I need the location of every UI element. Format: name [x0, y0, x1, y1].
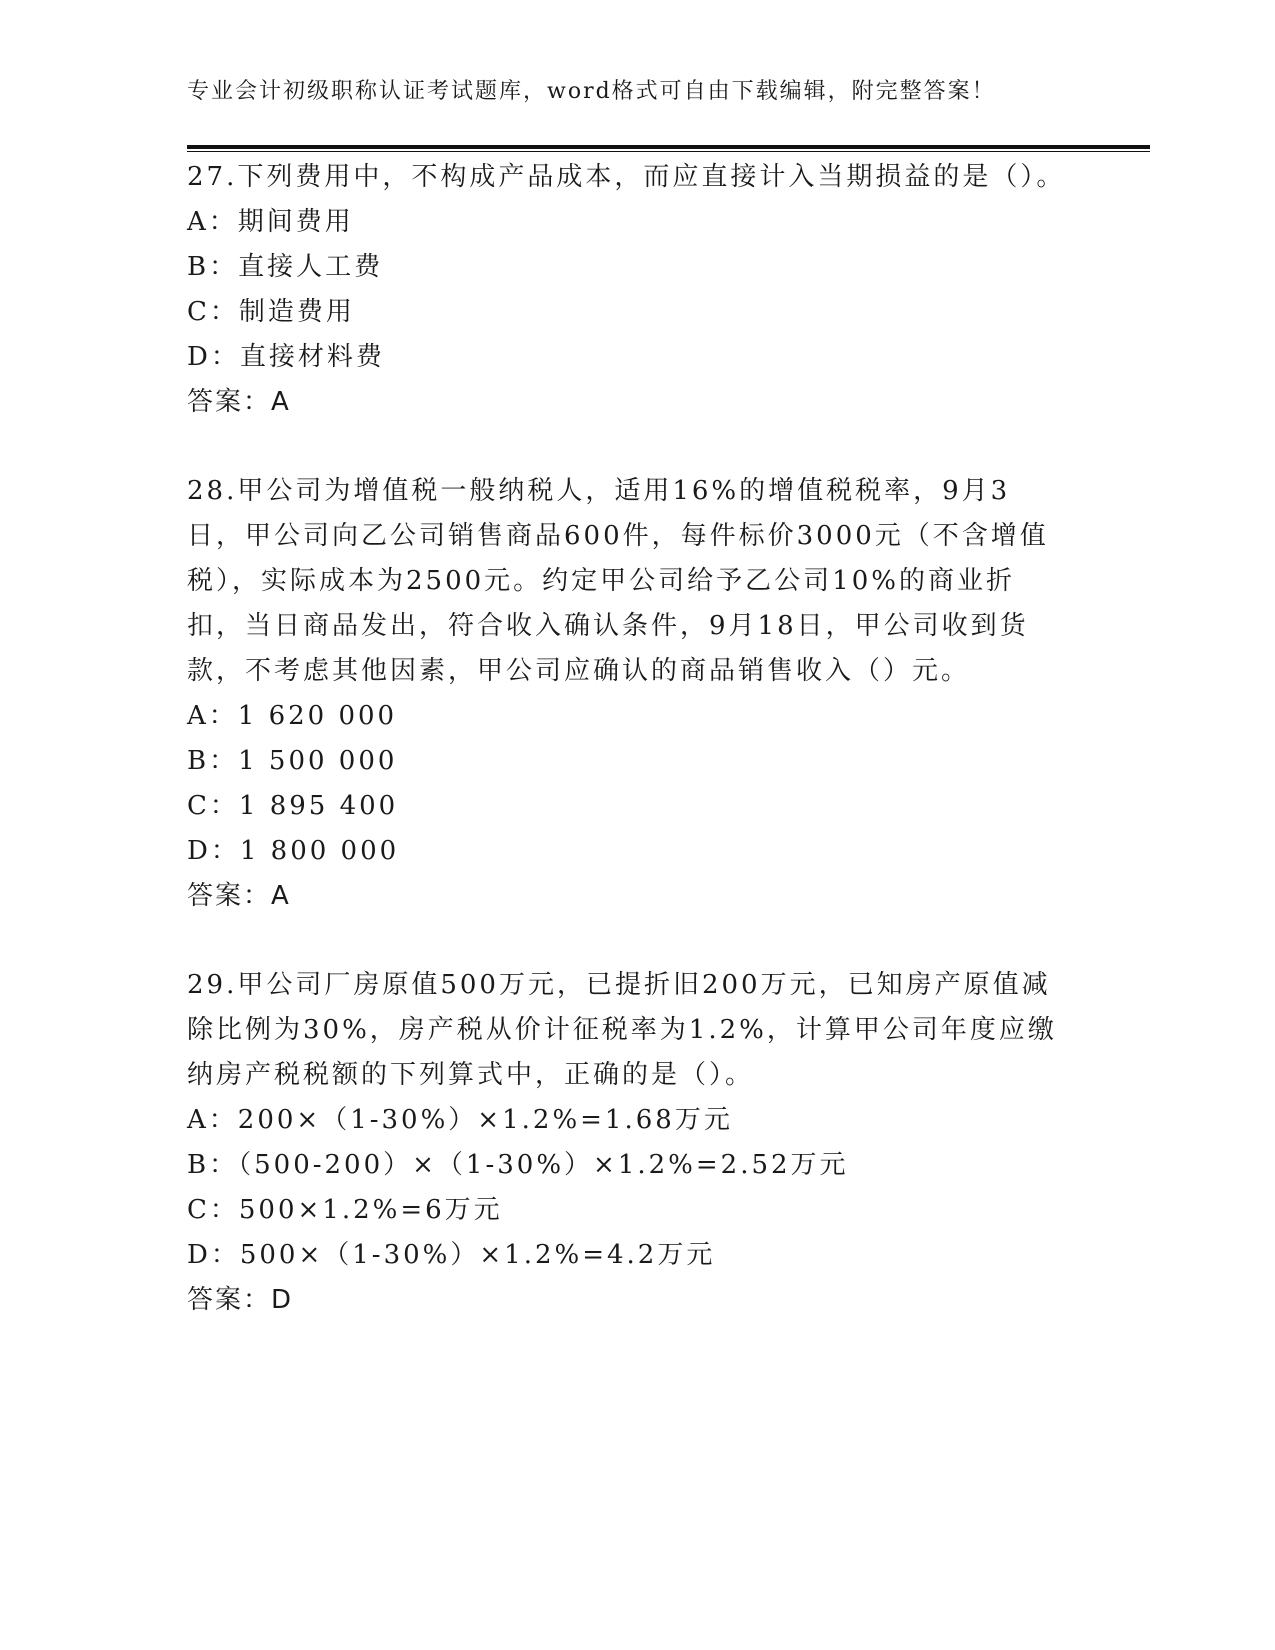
option-a: A：期间费用: [187, 207, 354, 237]
option-a: A：200×（1-30%）×1.2%=1.68万元: [187, 1105, 733, 1135]
header-rule-thick: [187, 145, 1150, 149]
answer-line: 答案：A: [187, 881, 291, 911]
option-c: C：1 895 400: [187, 791, 399, 821]
question-29: [187, 963, 1087, 1323]
option-b: B：直接人工费: [187, 252, 384, 282]
option-d: D：1 800 000: [187, 836, 400, 866]
header-rule-thin: [187, 151, 1150, 152]
answer-line: 答案：D: [187, 1285, 294, 1315]
question-list: [187, 155, 1087, 1367]
question-stem: 28.甲公司为增值税一般纳税人，适用16%的增值税税率，9月3日，甲公司向乙公司销售商品600件，每件标价3000元（不含增值税），实际成本为2500元。约定甲公司给予乙公司10%的商业折扣，当日商品发出，符合收入确认条件，9月18日，甲公司收到货款，不考虑其他因素，甲公司应确认的商品销售收入（）元。: [187, 476, 1049, 686]
question-28: [187, 469, 1087, 919]
option-b: B：（500-200）×（1-30%）×1.2%=2.52万元: [187, 1150, 849, 1180]
option-c: C：500×1.2%=6万元: [187, 1195, 503, 1225]
question-stem: 29.甲公司厂房原值500万元，已提折旧200万元，已知房产原值减除比例为30%，房产税从价计征税率为1.2%，计算甲公司年度应缴纳房产税税额的下列算式中，正确的是（）。: [187, 970, 1057, 1090]
option-a: A：1 620 000: [187, 701, 398, 731]
option-d: D：直接材料费: [187, 342, 385, 372]
answer-line: 答案：A: [187, 387, 291, 417]
question-stem: 27.下列费用中，不构成产品成本，而应直接计入当期损益的是（）。: [187, 162, 1066, 192]
option-c: C：制造费用: [187, 297, 355, 327]
option-d: D：500×（1-30%）×1.2%=4.2万元: [187, 1240, 716, 1270]
question-27: [187, 155, 1087, 425]
option-b: B：1 500 000: [187, 746, 398, 776]
page-header: 专业会计初级职称认证考试题库，word格式可自由下载编辑，附完整答案！: [187, 79, 996, 104]
